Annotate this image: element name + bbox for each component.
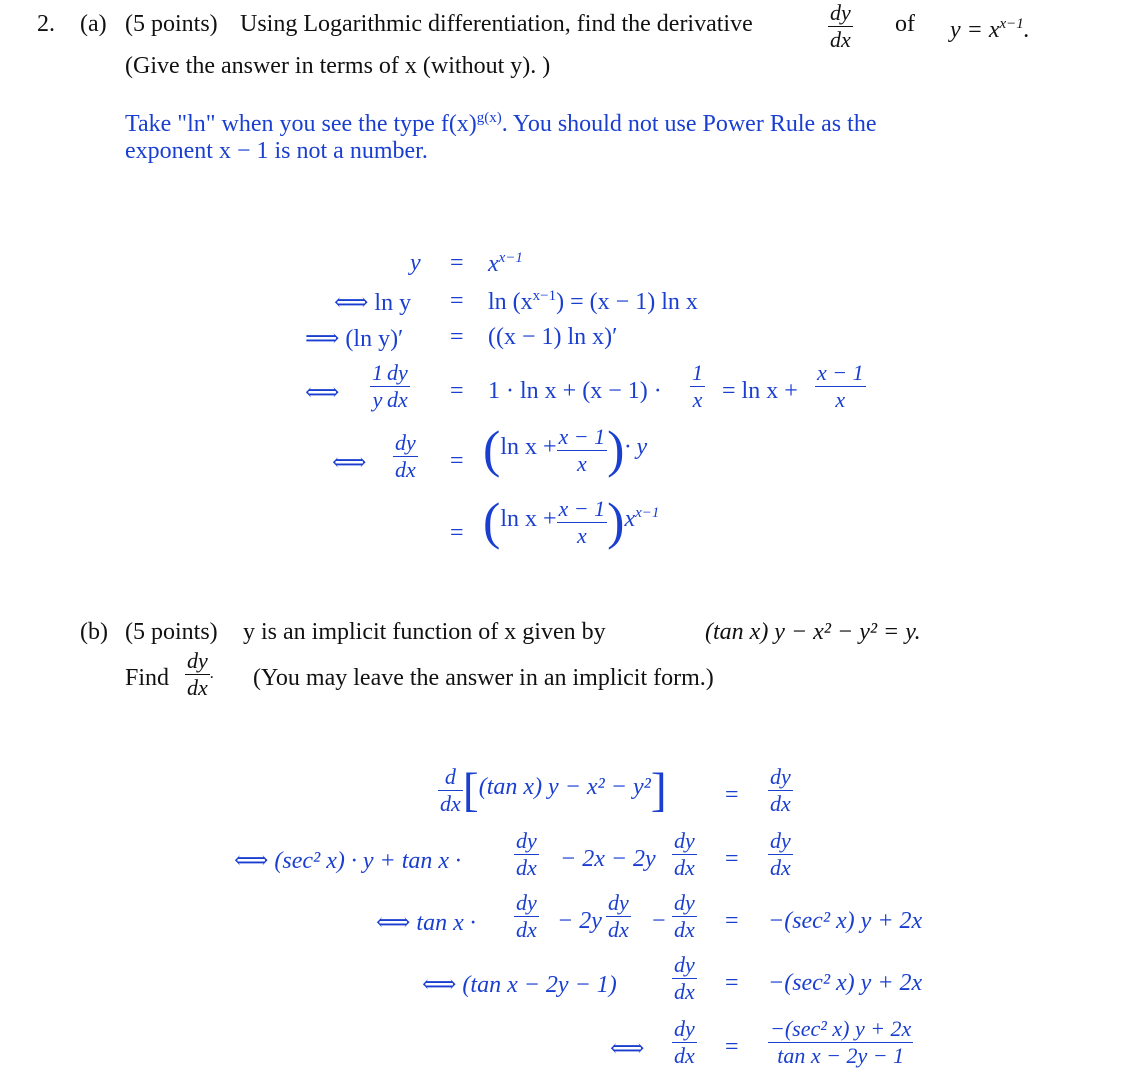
part-b-statement: y is an implicit function of x given by — [243, 619, 606, 645]
a-row4-rhs-a: 1 · ln x + (x − 1) · — [488, 378, 662, 404]
a-row4-eq: = — [450, 378, 464, 404]
b-row1-lhs: $\frac{d}{dx}$ [(tan x) y − x² − y²] — [440, 763, 667, 817]
b-row3-rhs: −(sec² x) y + 2x — [768, 908, 923, 934]
b-row2-frac2: $\frac{dy}{dx}$ — [674, 828, 695, 880]
b-row5-eq: = — [725, 1034, 739, 1060]
b-row4-eq: = — [725, 970, 739, 996]
a-row2-lhs: ⟺ ln y — [334, 290, 412, 316]
part-a-function: $y = x^{x-1}$. — [950, 16, 1030, 43]
part-b-note: (You may leave the answer in an implicit form.) — [253, 665, 714, 691]
b-row2-rhs: $\frac{dy}{dx}$ — [770, 828, 791, 880]
b-row3-eq: = — [725, 908, 739, 934]
b-row3-lhs-a: ⟺ tan x · — [376, 910, 476, 936]
a-row6-rhs: (ln x + $\frac{x - 1}{x}$ )$x^{x-1}$ — [483, 493, 660, 551]
a-row3-rhs: ((x − 1) ln x)′ — [488, 324, 618, 350]
a-row6-eq: = — [450, 520, 464, 546]
b-row3-frac2: $\frac{dy}{dx}$ — [608, 890, 629, 942]
b-row5-rhs: $\frac{\text{−(sec² x) y + 2x}}{\text{tan x − 2y − 1}}$ — [770, 1016, 912, 1068]
part-b-equation: (tan x) y − x² − y² = y. — [705, 619, 921, 645]
b-row3-lhs-b: − 2y — [557, 908, 602, 934]
part-a-of: of — [895, 11, 915, 37]
a-row2-eq: = — [450, 288, 464, 314]
a-row4-rhs-frac2: $\frac{x - 1}{x}$ — [817, 360, 864, 412]
b-row3-frac1: $\frac{dy}{dx}$ — [516, 890, 537, 942]
a-row3-eq: = — [450, 324, 464, 350]
b-row2-lhs-a: ⟺ (sec² x) · y + tan x · — [234, 848, 462, 874]
b-row4-lhs: ⟺ (tan x − 2y − 1) — [422, 972, 617, 998]
part-a-label: (a) — [80, 11, 107, 37]
part-b-points: (5 points) — [125, 619, 218, 645]
b-row3-frac3: $\frac{dy}{dx}$ — [674, 890, 695, 942]
part-b-label: (b) — [80, 619, 108, 645]
a-row5-rhs: (ln x + $\frac{x - 1}{x}$ )· y — [483, 421, 648, 479]
part-b-dydx: $\frac{dy}{dx}$ . — [187, 648, 214, 700]
problem-number: 2. — [37, 11, 55, 37]
b-row4-frac: $\frac{dy}{dx}$ — [674, 952, 695, 1004]
b-row4-rhs: −(sec² x) y + 2x — [768, 970, 923, 996]
a-row3-lhs: ⟹ (ln y)′ — [305, 326, 404, 352]
part-a-statement: Using Logarithmic differentiation, find the derivative — [240, 11, 753, 37]
part-a-points: (5 points) — [125, 11, 218, 37]
b-row1-eq: = — [725, 782, 739, 808]
part-a-dydx: $\frac{dy}{dx}$ — [830, 0, 851, 52]
b-row1-rhs: $\frac{dy}{dx}$ — [770, 764, 791, 816]
part-b-find: Find — [125, 665, 170, 691]
hint-line-1: Take "ln" when you see the type $f(x)^{g(x)}$. You should not use Power Rule as the — [125, 110, 877, 137]
b-row2-eq: = — [725, 846, 739, 872]
a-row5-eq: = — [450, 448, 464, 474]
b-row2-lhs-b: − 2x − 2y — [560, 846, 656, 872]
b-row5-arrow: ⟺ — [610, 1036, 645, 1062]
b-row2-frac1: $\frac{dy}{dx}$ — [516, 828, 537, 880]
a-row4-lhs: $\frac{1}{y}$ $\frac{dy}{dx}$ — [372, 360, 408, 412]
hint-line-2: exponent x − 1 is not a number. — [125, 138, 428, 164]
a-row1-eq: = — [450, 250, 464, 276]
a-row4-rhs-c: = ln x + — [722, 378, 798, 404]
part-a-note: (Give the answer in terms of x (without y). ) — [125, 53, 551, 79]
a-row5-lhs: $\frac{dy}{dx}$ — [395, 430, 416, 482]
a-row1-lhs: y — [410, 250, 421, 276]
a-row2-rhs: $\ln (x^{x-1}) = (x - 1)$ ln x — [488, 288, 698, 315]
a-row4-arrow: ⟺ — [305, 380, 340, 406]
b-row5-lhs: $\frac{dy}{dx}$ — [674, 1016, 695, 1068]
a-row5-arrow: ⟺ — [332, 450, 367, 476]
b-row3-lhs-c: − — [652, 908, 666, 934]
a-row1-rhs: $x^{x-1}$ — [488, 250, 523, 277]
a-row4-rhs-frac1: $\frac{1}{x}$ — [692, 360, 703, 412]
